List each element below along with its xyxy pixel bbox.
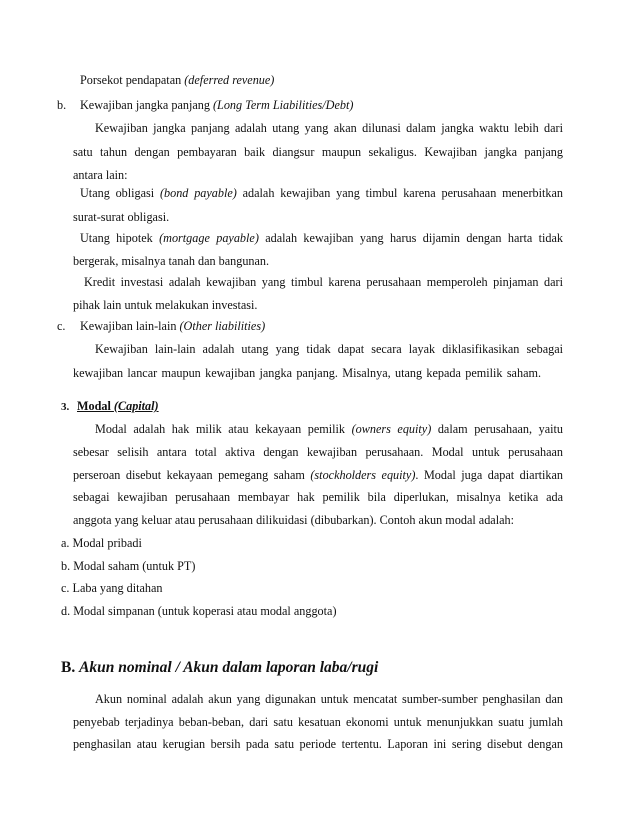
italic-term: (mortgage payable) — [159, 231, 259, 245]
text-run: b. — [57, 98, 67, 112]
text-run: Akun nominal adalah akun yang digunakan untuk mencatat sumber-sumber penghasilan dan — [95, 692, 563, 706]
paragraph-line — [73, 714, 563, 730]
capital-example-a — [61, 535, 142, 551]
paragraph-line — [73, 365, 541, 381]
section-number-3 — [61, 399, 69, 415]
deferred-revenue-item — [80, 72, 274, 88]
capital-example-d — [61, 603, 337, 619]
italic-term: (stockholders equity) — [310, 468, 416, 482]
section-b-heading — [61, 659, 378, 677]
paragraph-line — [73, 167, 127, 183]
italic-term: (Other liabilities) — [179, 319, 266, 333]
text-run: bergerak, misalnya tanah dan bangunan. — [73, 254, 270, 268]
italic-term: (deferred revenue) — [184, 73, 275, 87]
text-run: penyebab terjadinya beban-beban, dari satu kesatuan ekonomi untuk menunjukkan suatu jumlah — [73, 715, 563, 729]
text-run: c. Laba yang ditahan — [61, 581, 163, 595]
paragraph-line — [73, 512, 514, 528]
italic-term: (bond payable) — [159, 186, 237, 200]
text-run: sebesar selisih antara total aktiva dengan kewajiban perusahaan. Modal untuk perusahaan — [73, 445, 563, 459]
text-run: c. — [57, 319, 66, 333]
text-run: 3. — [61, 401, 70, 413]
text-run: Porsekot pendapatan — [80, 73, 185, 87]
paragraph-line — [95, 341, 563, 357]
italic-term: Akun nominal / Akun dalam laporan laba/rugi — [79, 659, 379, 676]
text-run: Kredit investasi adalah kewajiban yang timbul karena perusahaan memperoleh pinjaman dari — [84, 275, 563, 289]
paragraph-line — [73, 444, 563, 460]
paragraph-line — [73, 144, 563, 160]
text-run: . Modal juga dapat diartikan — [415, 468, 563, 482]
text-run: d. Modal simpanan (untuk koperasi atau modal anggota) — [61, 604, 337, 618]
mortgage-payable-line — [80, 230, 563, 246]
paragraph-line — [73, 736, 563, 752]
text-run: Kewajiban jangka panjang — [80, 98, 213, 112]
text-run: antara lain: — [73, 168, 128, 182]
italic-term: (Capital) — [113, 399, 159, 413]
paragraph-line — [95, 120, 563, 136]
text-run: b. Modal saham (untuk PT) — [61, 559, 196, 573]
paragraph-line — [73, 297, 257, 313]
text-run: satu tahun dengan pembayaran baik diangsur maupun sekaligus. Kewajiban jangka panjang — [73, 145, 563, 159]
list-marker-b — [57, 97, 66, 113]
text-run: Utang hipotek — [80, 231, 160, 245]
text-run: Kewajiban lain-lain adalah utang yang tidak dapat secara layak diklasifikasikan sebagai — [95, 342, 563, 356]
text-run: anggota yang keluar atau perusahaan dilikuidasi (dibubarkan). Contoh akun modal adalah: — [73, 513, 514, 527]
text-run: Kewajiban jangka panjang adalah utang yang akan dilunasi dalam jangka waktu lebih dari — [95, 121, 563, 135]
text-run: pihak lain untuk melakukan investasi. — [73, 298, 258, 312]
text-run: Kewajiban lain-lain — [80, 319, 180, 333]
long-term-liabilities-heading — [80, 97, 353, 113]
paragraph-line — [73, 467, 563, 483]
text-run: Modal adalah hak milik atau kekayaan pemilik — [95, 422, 352, 436]
paragraph-line — [73, 253, 269, 269]
capital-heading — [77, 398, 159, 414]
italic-term: (owners equity) — [351, 422, 432, 436]
text-run: penghasilan atau kerugian bersih pada satu periode tertentu. Laporan ini sering disebut dengan — [73, 737, 563, 751]
paragraph-line — [73, 209, 169, 225]
text-run: kewajiban lancar maupun kewajiban jangka panjang. Misalnya, utang kepada pemilik saham. — [73, 366, 541, 380]
capital-example-c — [61, 580, 163, 596]
italic-term: (Long Term Liabilities/Debt) — [213, 98, 354, 112]
investment-credit-line — [84, 274, 563, 290]
text-run: Utang obligasi — [80, 186, 160, 200]
text-run: perseroan disebut kekayaan pemegang saham — [73, 468, 311, 482]
text-run: adalah kewajiban yang timbul karena perusahaan menerbitkan — [236, 186, 563, 200]
paragraph-line — [95, 691, 563, 707]
text-run: dalam perusahaan, yaitu — [431, 422, 563, 436]
text-run: B. — [61, 659, 80, 676]
paragraph-line — [95, 421, 563, 437]
bond-payable-line — [80, 185, 563, 201]
text-run: a. Modal pribadi — [61, 536, 142, 550]
paragraph-line — [73, 489, 563, 505]
list-marker-c — [57, 318, 65, 334]
capital-example-b — [61, 558, 195, 574]
other-liabilities-heading — [80, 318, 265, 334]
text-run: surat-surat obligasi. — [73, 210, 170, 224]
text-run: sebagai kewajiban perusahaan membayar hak pemilik bila diperlukan, misalnya ketika ada — [73, 490, 563, 504]
text-run: Modal — [77, 399, 114, 413]
text-run: adalah kewajiban yang harus dijamin dengan harta tidak — [258, 231, 563, 245]
